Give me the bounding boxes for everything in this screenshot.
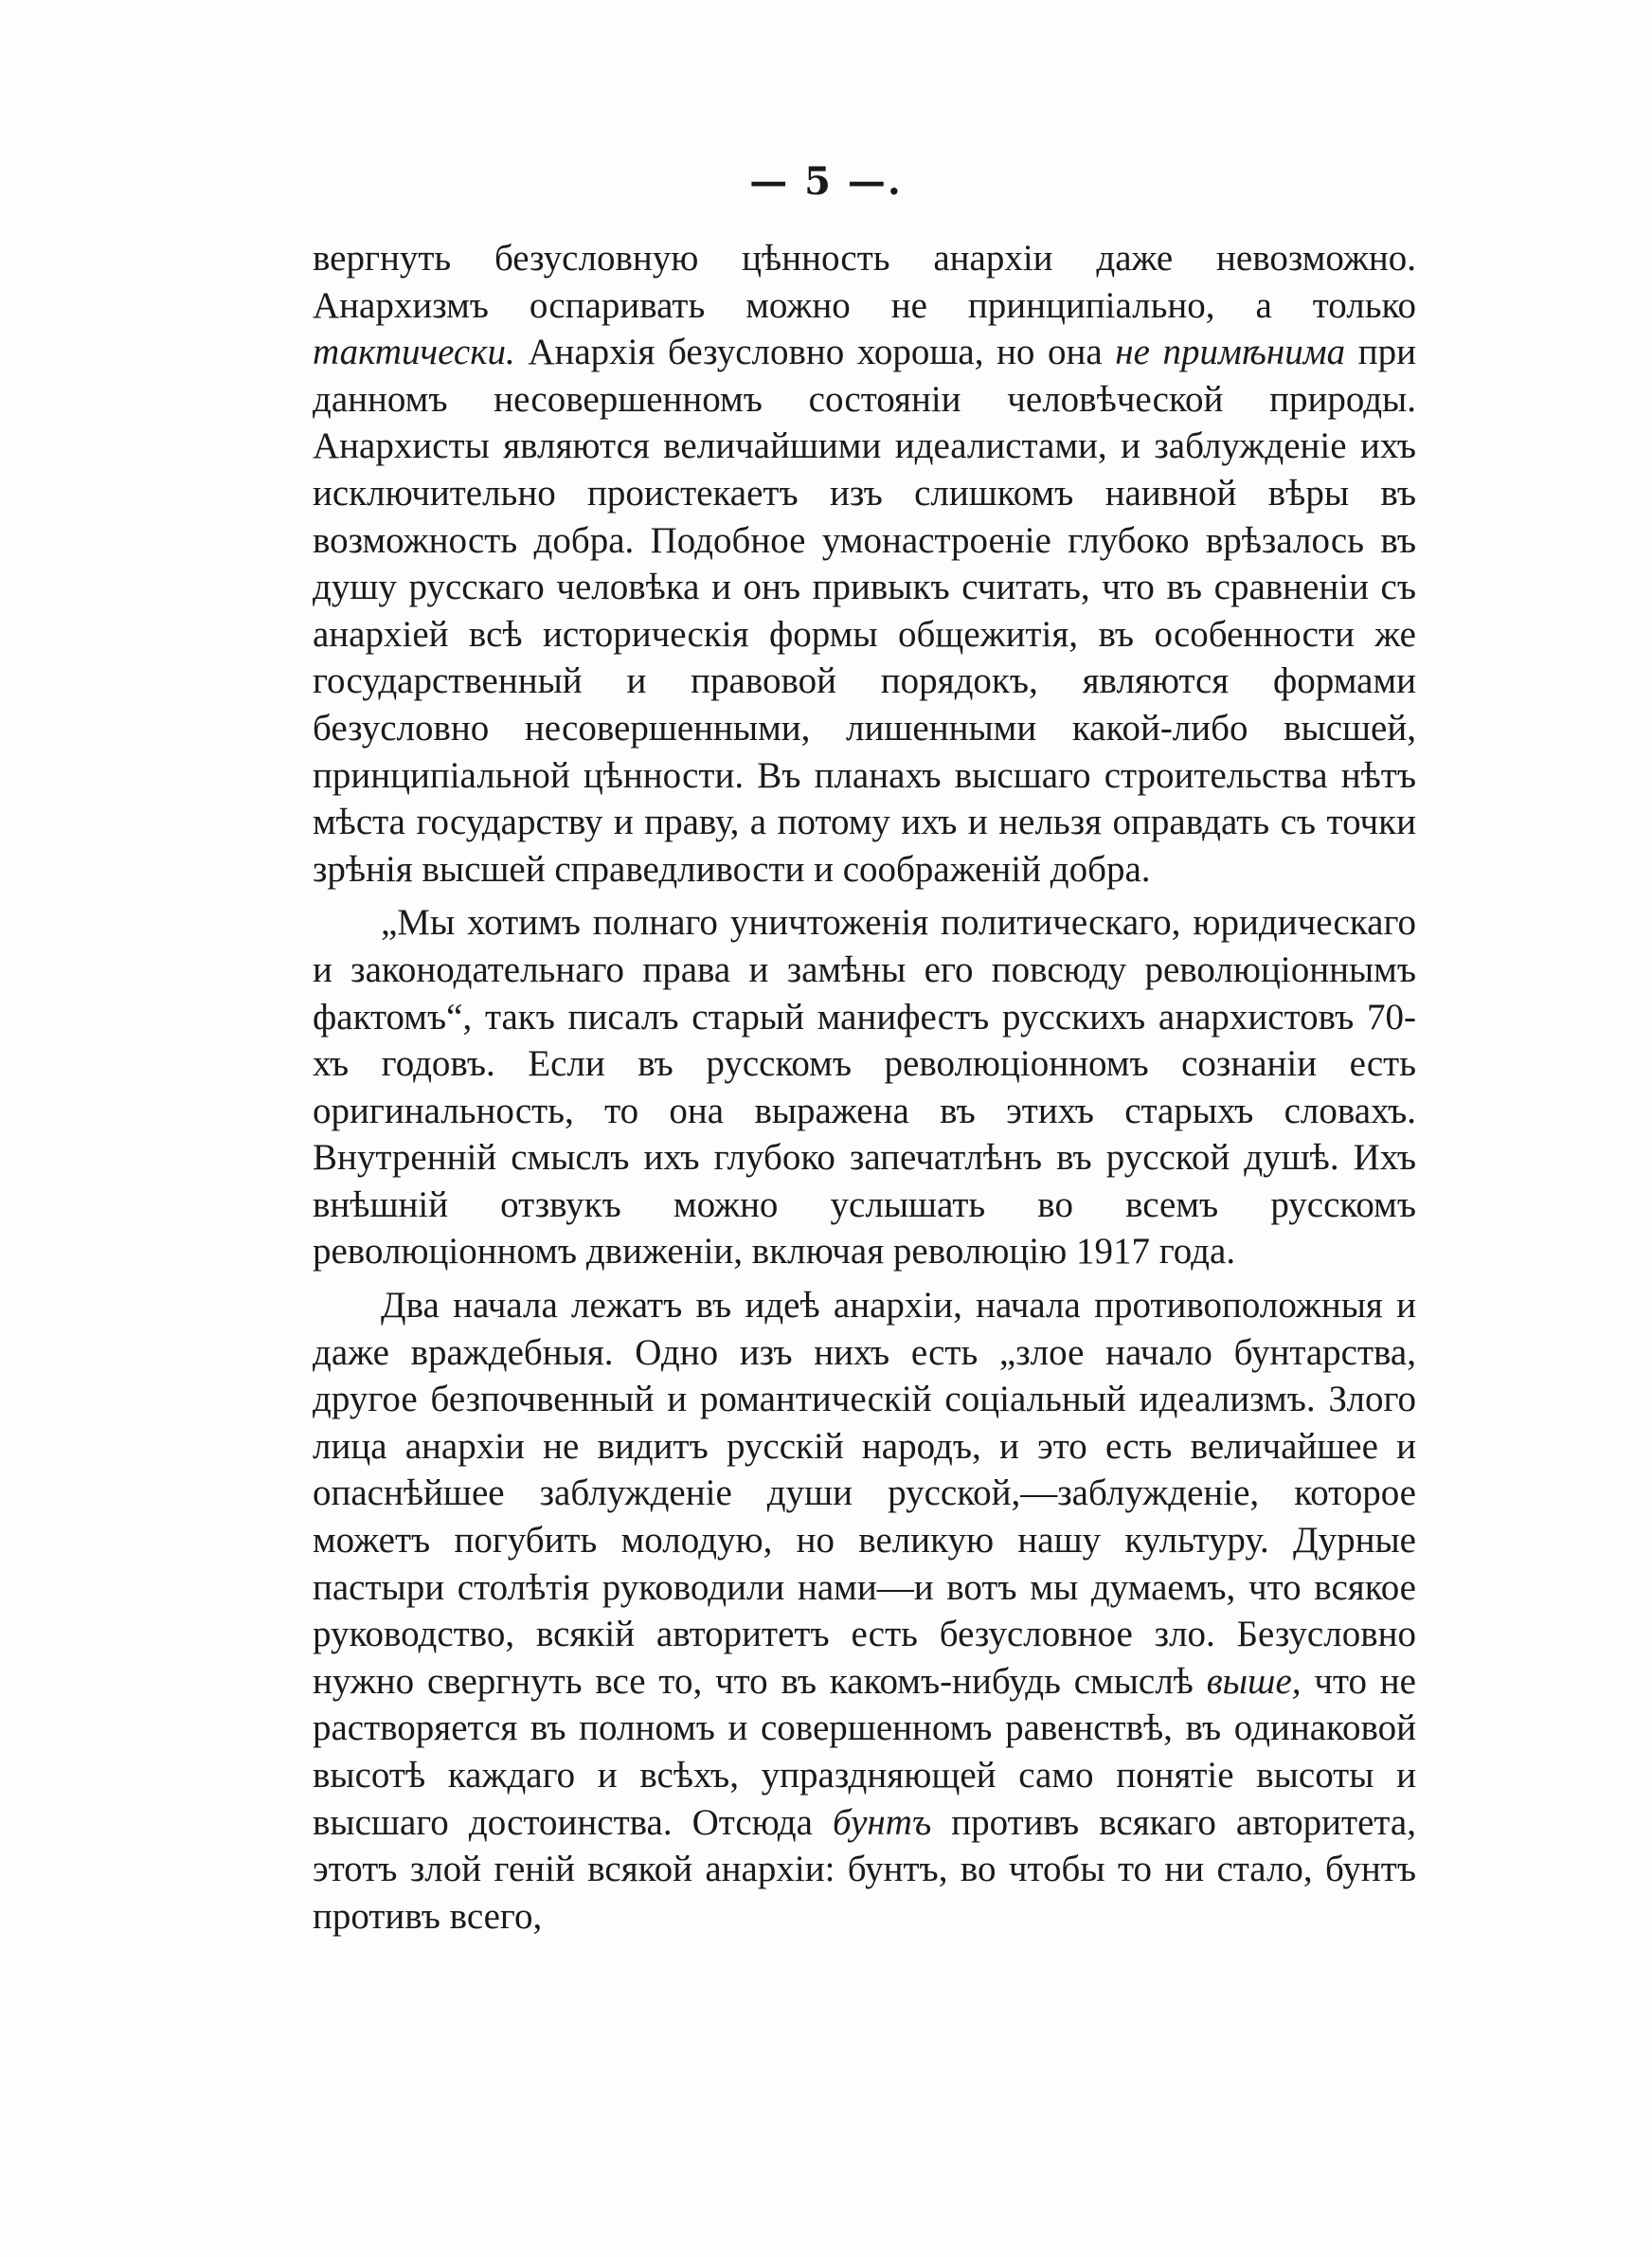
italic-text-segment: выше, [1206,1660,1302,1702]
paragraph-1 [313,235,1416,893]
text-segment: вергнуть безусловную цѣнность анархіи даже невозможно. Анархизмъ оспаривать можно не принципіально, а только [313,238,1416,326]
italic-text-segment: бунтъ [833,1801,932,1843]
page-number: — 5 —. [749,159,903,204]
text-segment: что не растворяется въ полномъ и совершенномъ равенствѣ, въ одинаковой высотѣ каждаго и всѣхъ, упраздняющей само понятіе высоты и высшаго достоинства. Отсюда [313,1660,1416,1843]
italic-text-segment: не примѣнима [1115,332,1346,373]
paragraph-3 [313,1282,1416,1940]
body-text [313,235,1416,1946]
text-segment: Анархія безусловно хороша, но она [514,332,1116,373]
text-segment: „Мы хотимъ полнаго уничтоженія политическаго, юридическаго и законодательнаго права и замѣны его повсюду революціоннымъ фактомъ“, такъ писалъ старый манифестъ русскихъ анархистовъ 70-хъ годовъ. Если въ русскомъ революціонномъ сознаніи есть оригинальность, то она выражена въ этихъ старыхъ словахъ. Внутренній смыслъ ихъ глубоко запечатлѣнъ въ русской душѣ. Ихъ внѣшній отзвукъ можно услышать во всемъ русскомъ революціонномъ движеніи, включая революцію 1917 года. [313,902,1416,1273]
text-segment: при данномъ несовершенномъ состояніи человѣческой природы. Анархисты являются величайшими идеалистами, и заблужденіе ихъ исключительно проистекаетъ изъ слишкомъ наивной вѣры въ возможность добра. Подобное умонастроеніе глубоко врѣзалось въ душу русскаго человѣка и онъ привыкъ считать, что въ сравненіи съ анархіей всѣ историческія формы общежитія, въ особенности же государственный и правовой порядокъ, являются формами безусловно несовершенными, лишенными какой-либо высшей, принципіальной цѣнности. Въ планахъ высшаго строительства нѣтъ мѣста государству и праву, а потому ихъ и нельзя оправдать съ точки зрѣнія высшей справедливости и соображеній добра. [313,332,1416,890]
text-segment: противъ всякаго авторитета, этотъ злой геній всякой анархіи: бунтъ, во чтобы то ни стало, бунтъ противъ всего, [313,1801,1416,1937]
paragraph-2 [313,899,1416,1275]
italic-text-segment: тактически. [313,332,515,373]
text-segment: Два начала лежатъ въ идеѣ анархіи, начала противоположныя и даже враждебныя. Одно изъ нихъ есть „злое начало бунтарства, другое безпочвенный и романтическій соціальный идеализмъ. Злого лица анархіи не видитъ русскій народъ, и это есть величайшее и опаснѣйшее заблужденіе души русской,—заблужденіе, которое можетъ погубить молодую, но великую нашу культуру. Дурные пастыри столѣтія руководили нами—и вотъ мы думаемъ, что всякое руководство, всякій авторитетъ есть безусловное зло. Безусловно нужно свергнуть все то, что въ какомъ-нибудь смыслѣ [313,1285,1416,1702]
